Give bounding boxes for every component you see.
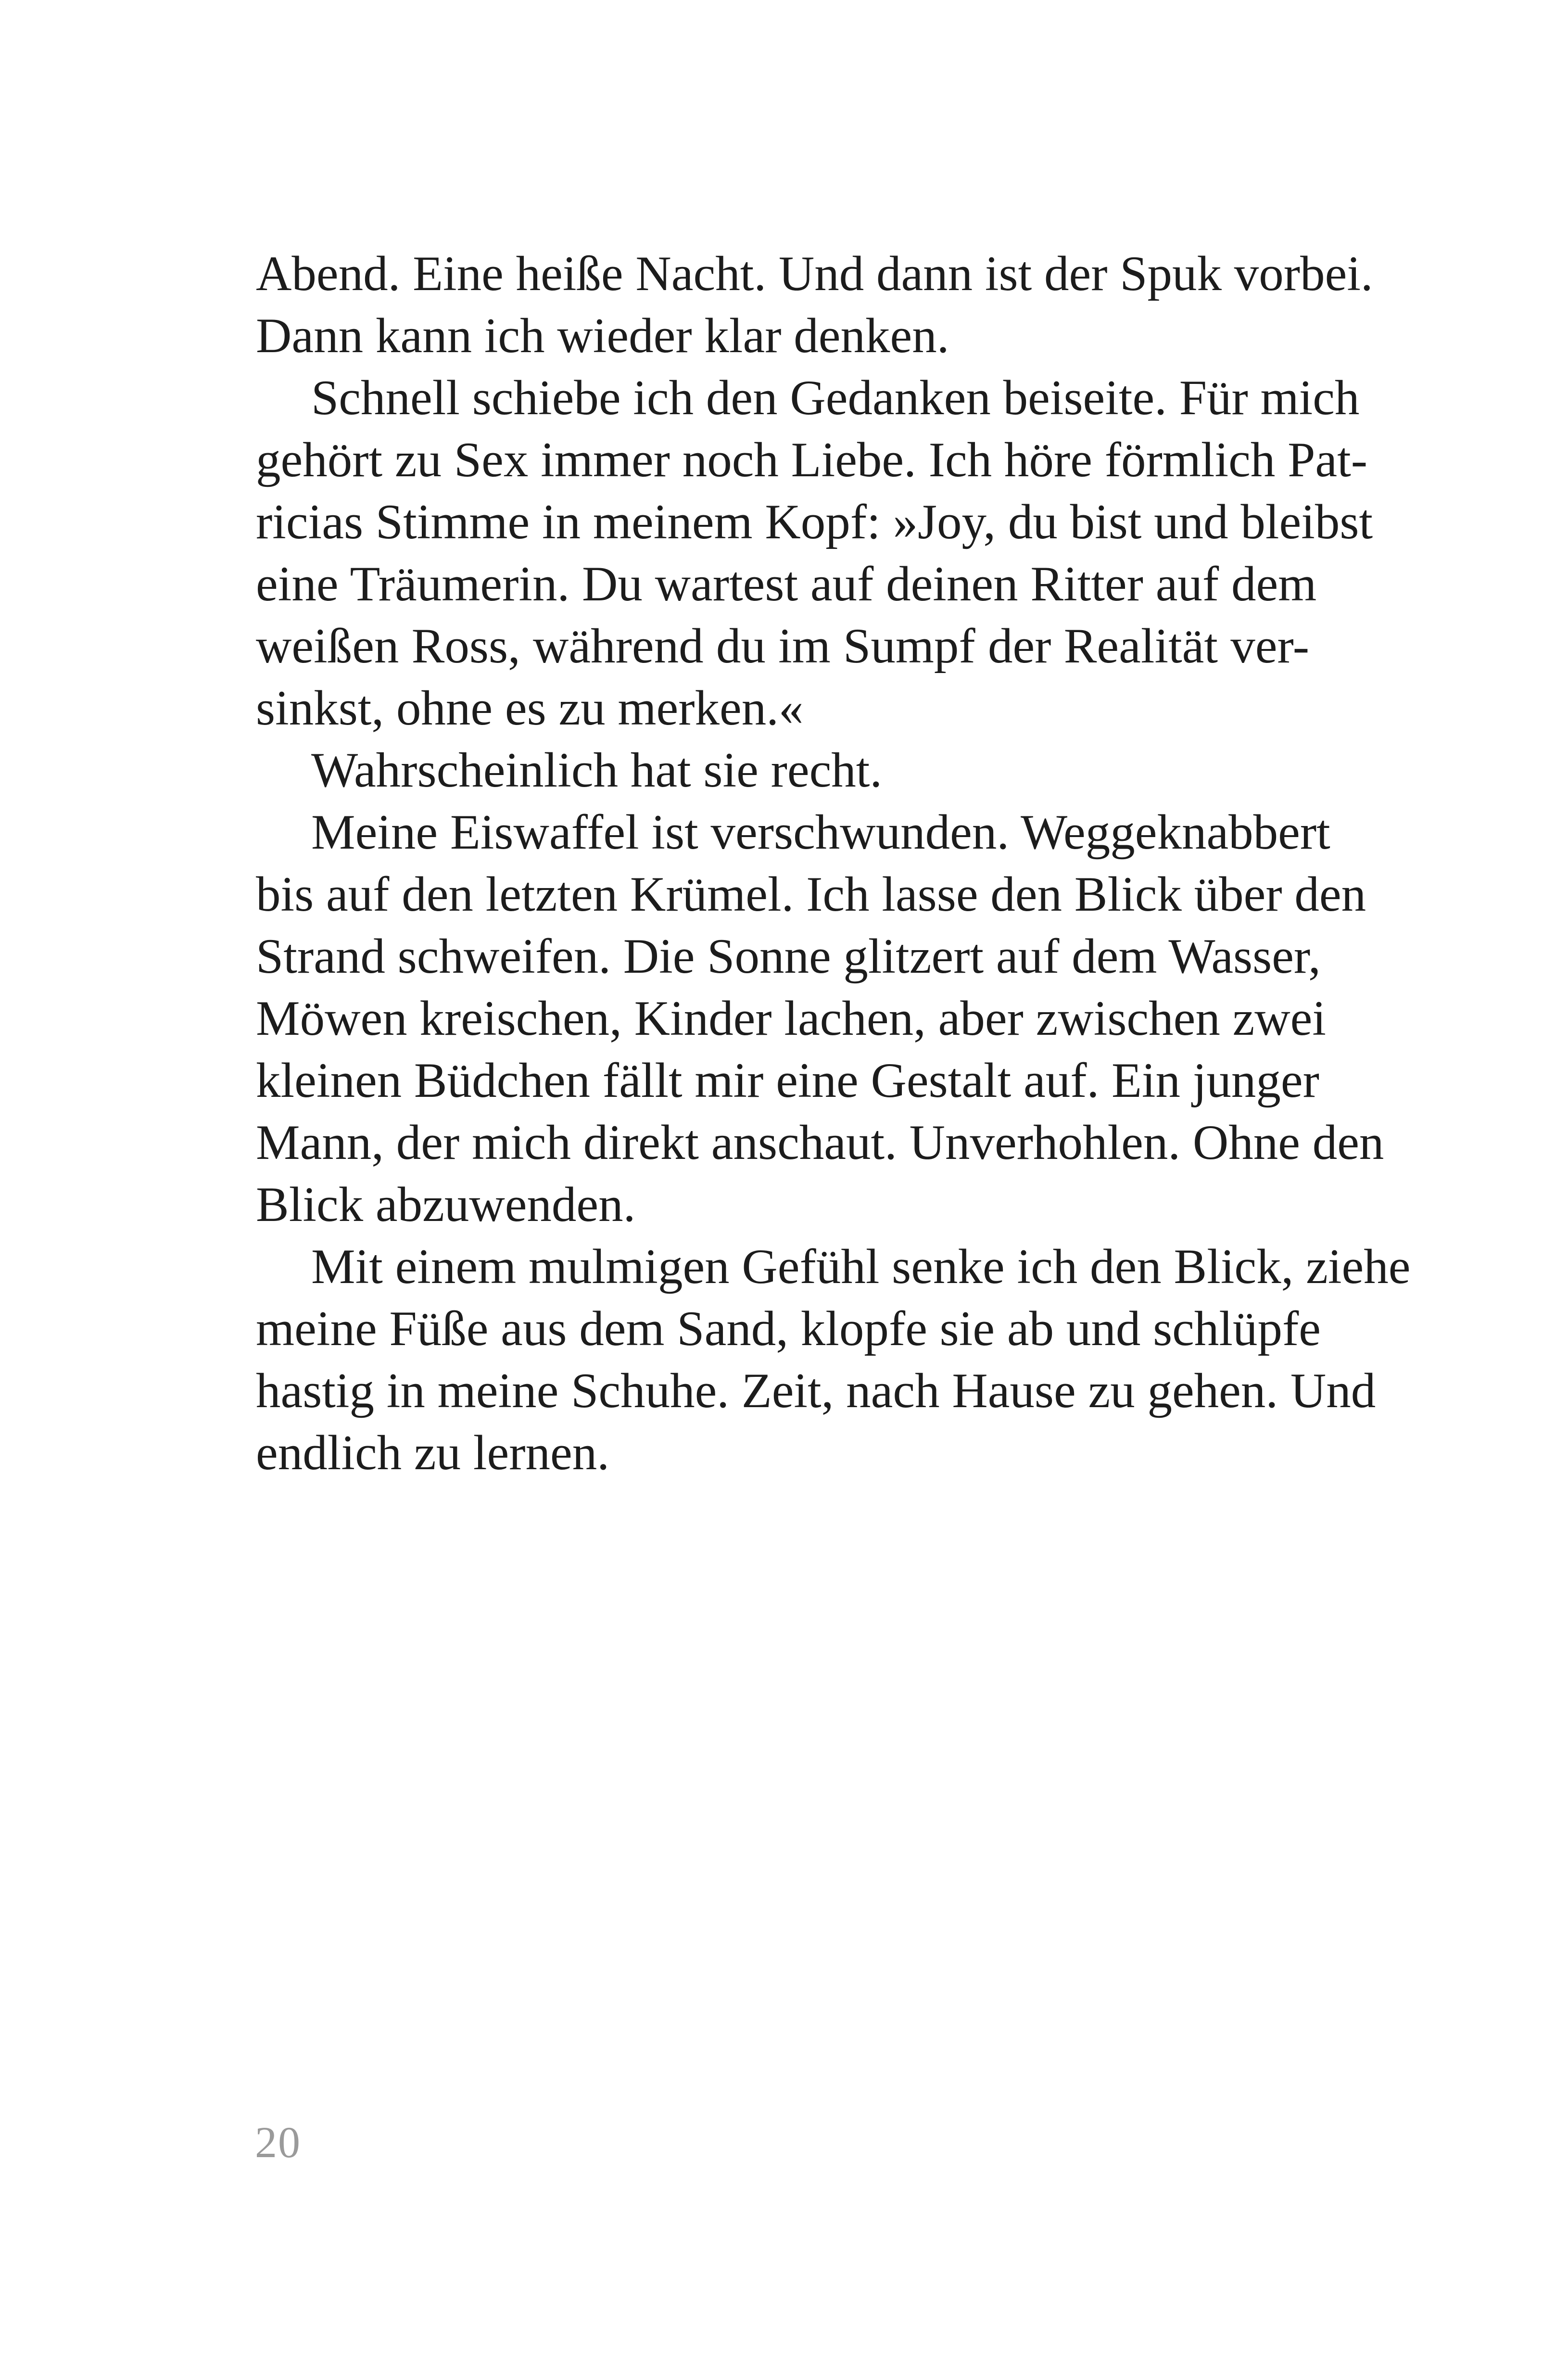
text-line: weißen Ross, während du im Sumpf der Realität ver-: [256, 619, 1309, 674]
paragraph: [256, 1236, 1411, 1484]
paragraph: [256, 801, 1384, 1236]
text-line: gehört zu Sex immer noch Liebe. Ich höre förmlich Pat-: [256, 432, 1368, 487]
text-line: hastig in meine Schuhe. Zeit, nach Hause zu gehen. Und: [256, 1363, 1376, 1418]
text-line: Dann kann ich wieder klar denken.: [256, 308, 949, 363]
text-line: Mann, der mich direkt anschaut. Unverhohlen. Ohne den: [256, 1115, 1384, 1170]
text-line: ricias Stimme in meinem Kopf: »Joy, du bist und bleibst: [256, 495, 1373, 549]
text-line: Abend. Eine heiße Nacht. Und dann ist der Spuk vorbei.: [256, 246, 1373, 301]
paragraph: [256, 367, 1373, 739]
text-line: bis auf den letzten Krümel. Ich lasse den Blick über den: [256, 867, 1366, 922]
text-line: Wahrscheinlich hat sie recht.: [311, 743, 883, 798]
paragraph: [256, 739, 1309, 801]
text-line: meine Füße aus dem Sand, klopfe sie ab und schlüpfe: [256, 1301, 1321, 1356]
text-line: Blick abzuwenden.: [256, 1177, 636, 1232]
text-line: eine Träumerin. Du wartest auf deinen Ritter auf dem: [256, 557, 1317, 611]
text-line: endlich zu lernen.: [256, 1425, 609, 1480]
text-line: Mit einem mulmigen Gefühl senke ich den Blick, ziehe: [311, 1239, 1411, 1294]
text-line: Möwen kreischen, Kinder lachen, aber zwischen zwei: [256, 991, 1327, 1046]
text-line: Meine Eiswaffel ist verschwunden. Weggeknabbert: [311, 805, 1330, 860]
body-text: [256, 243, 1411, 1484]
text-line: kleinen Büdchen fällt mir eine Gestalt auf. Ein junger: [256, 1053, 1319, 1108]
text-line: sinkst, ohne es zu merken.«: [256, 681, 804, 736]
text-line: Strand schweifen. Die Sonne glitzert auf dem Wasser,: [256, 929, 1321, 984]
page-number: 20: [255, 2118, 301, 2167]
text-line: Schnell schiebe ich den Gedanken beiseite. Für mich: [311, 370, 1360, 425]
paragraph: [256, 243, 1373, 367]
